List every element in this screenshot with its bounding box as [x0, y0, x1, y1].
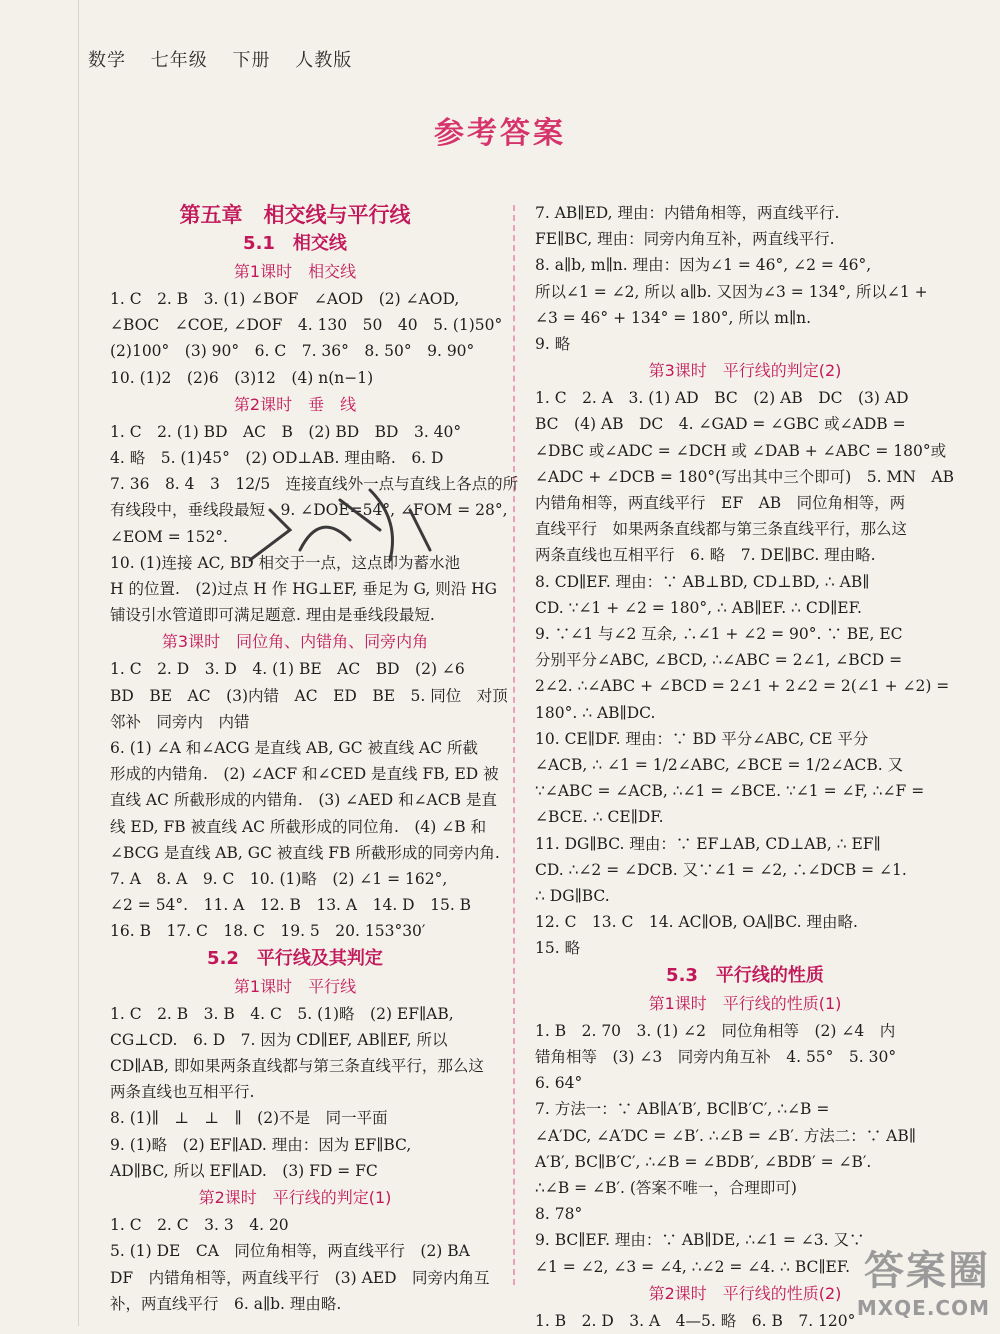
answer-line: 15. 略	[535, 939, 581, 958]
header-subject: 数学	[88, 50, 126, 71]
section-heading-5-2: 5.2 平行线及其判定	[207, 947, 383, 969]
answer-line: 内错角相等，两直线平行 EF AB 同位角相等，两	[535, 494, 906, 513]
answer-line: 4. 略 5. (1)45° (2) OD⊥AB. 理由略. 6. D	[110, 449, 444, 468]
header-volume: 下册	[232, 50, 271, 71]
answer-line: ∠A′DC, ∠A′DC = ∠B′. ∴∠B = ∠B′. 方法二：∵ AB∥	[535, 1126, 916, 1145]
answer-block	[535, 200, 955, 357]
answer-line: 10. (1)连接 AC, BD 相交于一点，这点即为蓄水池	[110, 553, 461, 572]
answer-line: 16. B 17. C 18. C 19. 5 20. 153°30′	[110, 922, 426, 941]
answer-line: ∠DBC 或∠ADC = ∠DCH 或 ∠DAB + ∠ABC = 180°或	[535, 441, 947, 460]
answer-line: 9. ∵∠1 与∠2 互余, ∴∠1 + ∠2 = 90°. ∵ BE, EC	[535, 625, 903, 644]
answer-line: 2∠2. ∴∠ABC + ∠BCD = 2∠1 + 2∠2 = 2(∠1 + ∠2) =	[535, 677, 950, 696]
answer-line: 7. 方法一：∵ AB∥A′B′, BC∥B′C′, ∴∠B =	[535, 1100, 830, 1119]
answer-line: 邻补 同旁内 内错	[110, 712, 250, 731]
watermark-main: 答案圈	[864, 1248, 990, 1294]
lesson-heading: 第1课时 平行线	[233, 976, 357, 996]
answer-line: 两条直线也互相平行.	[110, 1083, 255, 1102]
answer-line: 所以∠1 = ∠2, 所以 a∥b. 又因为∠3 = 134°, 所以∠1 +	[535, 282, 928, 301]
answer-line: 1. C 2. C 3. 3 4. 20	[110, 1216, 289, 1235]
answer-line: 11. DG∥BC. 理由：∵ EF⊥AB, CD⊥AB, ∴ EF∥	[535, 834, 881, 853]
answer-line: ∠BOC ∠COE, ∠DOF 4. 130 50 40 5. (1)50°	[110, 316, 503, 335]
answer-line: 直线 AC 所截形成的内错角. (3) ∠AED 和∠ACB 是直	[110, 791, 497, 810]
answer-line: 10. (1)2 (2)6 (3)12 (4) n(n−1)	[110, 368, 374, 387]
answer-line: ∵∠ABC = ∠ACB, ∴∠1 = ∠BCE. ∵∠1 = ∠F, ∴∠F =	[535, 782, 925, 801]
answer-line: 错角相等 (3) ∠3 同旁内角互补 4. 55° 5. 30°	[535, 1047, 897, 1066]
answer-line: 8. (1)∥ ⊥ ⊥ ∥ (2)不是 同一平面	[110, 1109, 388, 1128]
answer-line: 1. B 2. 70 3. (1) ∠2 同位角相等 (2) ∠4 内	[535, 1021, 896, 1040]
section-heading-5-1: 5.1 相交线	[243, 233, 347, 254]
answer-line: ∠1 = ∠2, ∠3 = ∠4, ∴∠2 = ∠4. ∴ BC∥EF.	[535, 1257, 851, 1276]
answer-block	[110, 656, 508, 944]
lesson-heading: 第2课时 平行线的性质(2)	[648, 1283, 842, 1303]
answer-line: 铺设引水管道即可满足题意. 理由是垂线段最短.	[110, 606, 435, 625]
answer-line: 12. C 13. C 14. AC∥OB, OA∥BC. 理由略.	[535, 913, 858, 932]
answer-line: FE∥BC, 理由：同旁内角互补，两直线平行.	[535, 230, 835, 249]
answer-line: ∠3 = 46° + 134° = 180°, 所以 m∥n.	[535, 308, 812, 327]
answer-line: 9. (1)略 (2) EF∥AD. 理由：因为 EF∥BC,	[110, 1135, 412, 1154]
answer-line: 6. (1) ∠A 和∠ACG 是直线 AB, GC 被直线 AC 所截	[110, 739, 478, 758]
answer-block	[110, 1212, 490, 1317]
answer-line: CD. ∵∠1 + ∠2 = 180°, ∴ AB∥EF. ∴ CD∥EF.	[535, 598, 862, 617]
answer-line: DF 内错角相等，两直线平行 (3) AED 同旁内角互	[110, 1268, 490, 1287]
column-divider	[513, 205, 515, 1285]
page-header	[88, 46, 370, 72]
chapter-heading: 第五章 相交线与平行线	[179, 203, 411, 227]
answer-line: 7. 36 8. 4 3 12/5 连接直线外一点与直线上各点的所	[110, 475, 519, 494]
binding-margin-line	[78, 0, 79, 1326]
answer-line: 1. C 2. D 3. D 4. (1) BE AC BD (2) ∠6	[110, 660, 465, 679]
answer-line: 5. (1) DE CA 同位角相等，两直线平行 (2) BA	[110, 1242, 470, 1261]
answer-line: ∴∠B = ∠B′. (答案不唯一，合理即可)	[535, 1178, 797, 1197]
answer-line: AD∥BC, 所以 EF∥AD. (3) FD = FC	[110, 1161, 378, 1180]
lesson-heading: 第1课时 相交线	[233, 262, 357, 281]
lesson-heading: 第1课时 平行线的性质(1)	[648, 993, 842, 1013]
answer-line: ∴ DG∥BC.	[535, 887, 610, 906]
lesson-heading: 第2课时 平行线的判定(1)	[198, 1188, 392, 1208]
answer-line: 补，两直线平行 6. a∥b. 理由略.	[110, 1294, 342, 1313]
right-column	[535, 200, 955, 1334]
page-title: 参考答案	[434, 116, 566, 151]
answer-block	[535, 385, 955, 961]
header-grade: 七年级	[150, 50, 208, 71]
answer-line: 1. C 2. B 3. (1) ∠BOF ∠AOD (2) ∠AOD,	[110, 290, 460, 308]
section-heading-5-3: 5.3 平行线的性质	[666, 964, 824, 986]
answer-line: 1. B 2. D 3. A 4—5. 略 6. B 7. 120°	[535, 1311, 856, 1330]
header-edition: 人教版	[295, 50, 353, 71]
answer-line: BD BE AC (3)内错 AC ED BE 5. 同位 对顶	[110, 686, 508, 705]
answer-line: 180°. ∴ AB∥DC.	[535, 703, 656, 722]
answer-line: 8. CD∥EF. 理由：∵ AB⊥BD, CD⊥BD, ∴ AB∥	[535, 572, 870, 591]
answer-line: 分别平分∠ABC, ∠BCD, ∴∠ABC = 2∠1, ∠BCD =	[535, 651, 903, 670]
answer-line: 1. C 2. B 3. B 4. C 5. (1)略 (2) EF∥AB,	[110, 1004, 454, 1023]
watermark-logo	[857, 1239, 990, 1320]
answer-line: 8. a∥b, m∥n. 理由：因为∠1 = 46°, ∠2 = 46°,	[535, 256, 872, 275]
handwriting-scribble	[230, 470, 450, 590]
answer-line: ∠BCG 是直线 AB, GC 被直线 FB 所截形成的同旁内角.	[110, 843, 500, 862]
lesson-heading: 第3课时 平行线的判定(2)	[648, 361, 842, 381]
answer-line: BC (4) AB DC 4. ∠GAD = ∠GBC 或∠ADB =	[535, 415, 906, 434]
answer-line: 9. 略	[535, 335, 571, 354]
answer-line: H 的位置. (2)过点 H 作 HG⊥EF, 垂足为 G, 则沿 HG	[110, 580, 498, 599]
answer-line: 7. A 8. A 9. C 10. (1)略 (2) ∠1 = 162°,	[110, 870, 448, 889]
answer-line: 6. 64°	[535, 1074, 583, 1093]
answer-line: 7. AB∥ED, 理由：内错角相等，两直线平行.	[535, 204, 840, 222]
answer-line: (2)100° (3) 90° 6. C 7. 36° 8. 50° 9. 90°	[110, 342, 475, 361]
answer-line: 1. C 2. (1) BD AC B (2) BD BD 3. 40°	[110, 422, 462, 441]
answer-line: 形成的内错角. (2) ∠ACF 和∠CED 是直线 FB, ED 被	[110, 765, 499, 784]
answer-line: 1. C 2. A 3. (1) AD BC (2) AB DC (3) AD	[535, 389, 909, 408]
answer-line: CG⊥CD. 6. D 7. 因为 CD∥EF, AB∥EF, 所以	[110, 1030, 448, 1049]
answer-line: CD. ∴∠2 = ∠DCB. 又∵∠1 = ∠2, ∴∠DCB = ∠1.	[535, 860, 907, 879]
lesson-heading: 第2课时 垂 线	[233, 394, 357, 414]
answer-line: 10. CE∥DF. 理由：∵ BD 平分∠ABC, CE 平分	[535, 729, 869, 748]
answer-line: ∠EOM = 152°.	[110, 527, 228, 546]
answer-line: 两条直线也互相平行 6. 略 7. DE∥BC. 理由略.	[535, 546, 876, 565]
answer-line: CD∥AB, 即如果两条直线都与第三条直线平行，那么这	[110, 1057, 484, 1076]
answer-line: ∠BCE. ∴ CE∥DF.	[535, 808, 664, 827]
answer-line: ∠ACB, ∴ ∠1 = 1/2∠ABC, ∠BCE = 1/2∠ACB. 又	[535, 756, 904, 775]
answer-line: 8. 78°	[535, 1205, 583, 1224]
answer-line: 直线平行 如果两条直线都与第三条直线平行，那么这	[535, 520, 908, 539]
answer-line: A′B′, BC∥B′C′, ∴∠B = ∠BDB′, ∠BDB′ = ∠B′.	[535, 1152, 872, 1171]
answer-line: 线 ED, FB 被直线 AC 所截形成的同位角. (4) ∠B 和	[110, 817, 487, 836]
lesson-heading: 第3课时 同位角、内错角、同旁内角	[161, 632, 429, 652]
watermark-url: MXQE.COM	[856, 1296, 990, 1320]
answer-line: 有线段中，垂线段最短 9. ∠DOE=54°, ∠FOM = 28°,	[110, 501, 508, 520]
answer-line: 9. BC∥EF. 理由：∵ AB∥DE, ∴∠1 = ∠3. 又∵	[535, 1231, 865, 1250]
left-column	[110, 200, 519, 1317]
answer-block	[110, 1001, 484, 1184]
answer-block	[110, 286, 503, 391]
answer-line: ∠ADC + ∠DCB = 180°(写出其中三个即可) 5. MN AB	[535, 467, 954, 486]
answer-line: ∠2 = 54°. 11. A 12. B 13. A 14. D 15. B	[110, 896, 472, 915]
